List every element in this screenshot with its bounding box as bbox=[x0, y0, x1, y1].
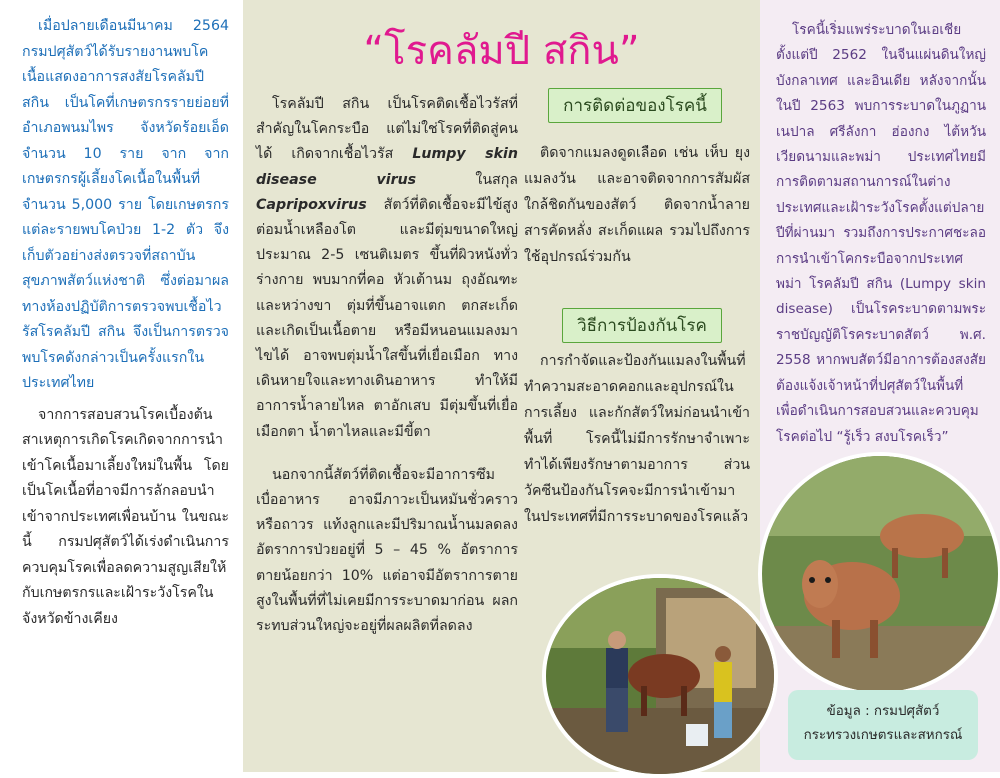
transmission-heading: การติดต่อของโรคนี้ bbox=[548, 88, 722, 123]
genus-name: Capripoxvirus bbox=[256, 196, 367, 213]
left-paragraph-2: จากการสอบสวนโรคเบื้องต้น สาเหตุการเกิดโรคเกิดจากการนำเข้าโคเนื้อมาเลี้ยงใหม่ในพื้น โดยเป็นโคเนื้อที่อาจมีการลักลอบนำเข้าจากประเทศเพื่อนบ้าน ในขณะนี้ กรมปศุสัตว์ได้เร่งดำเนินการควบคุมโรคเพื่อลดความสูญเสียให้กับเกษตรกรและเฝ้าระวังโรคในจังหวัดข้างเคียง bbox=[22, 406, 229, 627]
left-paragraph-1: เมื่อปลายเดือนมีนาคม 2564 กรมปศุสัตว์ได้รับรายงานพบโคเนื้อแสดงอาการสงสัยโรคลัมปี สกิน เป็นโคที่เกษตรกรรายย่อยที่อำเภอพนมไพร จังหวัดร้อยเอ็ด จำนวน 10 ราย จาก จากเกษตรกรผู้เลี้ยงโคเนื้อในพื้นที่จำนวน 5,000 ราย โดยเกษตรกรแต่ละรายพบโคป่วย 1-2 ตัว จึงเก็บตัวอย่างส่งตรวจที่สถาบันสุขภาพสัตว์แห่งชาติ ซึ่งต่อมาผลทางห้องปฏิบัติการตรวจพบเชื้อไวรัสโรคลัมปี สกิน จึงเป็นการตรวจพบโรคดังกล่าวเป็นครั้งแรกในประเทศไทย bbox=[22, 18, 229, 391]
prevention-heading-box bbox=[552, 308, 732, 343]
intro-text-b: ในสกุล bbox=[416, 171, 518, 188]
page-title: “โรคลัมปี สกิน” bbox=[363, 28, 640, 74]
transmission-section bbox=[524, 140, 750, 270]
right-paragraph: โรคนี้เริ่มแพร่ระบาดในเอเชียตั้งแต่ปี 2562 ในจีนแผ่นดินใหญ่ บังกลาเทศ และอินเดีย หลังจากนั้นในปี 2563 พบการระบาดในภูฏาน เนปาล ศรีลังกา ฮ่องกง ไต้หวัน เวียดนามและพม่า ประเทศไทยมีการติดตามสถานการณ์ในต่างประเทศและเฝ้าระวังโรคตั้งแต่ปลายปีที่ผ่านมา รวมถึงการประกาศชะลอการนำเข้าโคกระบือจากประเทศพม่า โรคลัมปี สกิน (Lumpy skin disease) เป็นโรคระบาดตามพระราชบัญญัติโรคระบาดสัตว์ พ.ศ. 2558 หากพบสัตว์มีอาการต้องสงสัย ต้องแจ้งเจ้าหน้าที่ปศุสัตว์ในพื้นที่ เพื่อดำเนินการสอบสวนและควบคุมโรคต่อไป “รู้เร็ว สงบโรคเร็ว” bbox=[776, 22, 986, 445]
farm-photo bbox=[542, 574, 778, 778]
intro-text-c: สัตว์ที่ติดเชื้อจะมีไข้สูง ต่อมน้ำเหลืองโต และมีตุ่มขนาดใหญ่ ประมาณ 2-5 เซนติเมตร ขึ้นที่ผิวหนังทั่วร่างกาย พบมากที่คอ หัวเต้านม ถุงอัณฑะและหว่างขา ตุ่มที่ขึ้นอาจแตก ตกสะเก็ดและเกิดเป็นเนื้อตาย หรือมีหนอนแมลงมาไขได้ อาจพบตุ่มน้ำใสขึ้นที่เยื่อเมือก ทางเดินหายใจและทางเดินอาหาร ทำให้มีอาการน้ำลายไหล ตาอักเสบ มีตุ่มขึ้นที่เยื่อเมือกตา น้ำตาไหลและมีขี้ตา bbox=[256, 196, 518, 440]
symptoms-paragraph: นอกจากนี้สัตว์ที่ติดเชื้อจะมีอาการซึม เบื่ออาหาร อาจมีภาวะเป็นหมันชั่วคราวหรือถาวร แท้งลูกและมีปริมาณน้ำนมลดลง อัตราการป่วยอยู่ที่ 5 – 45 % อัตราการตายน้อยกว่า 10% แต่อาจมีอัตราการตายสูงในพื้นที่ที่ไม่เคยมีการระบาดมาก่อน ผลกระทบส่วนใหญ่จะอยู่ที่ผลผลิตที่ลดลง bbox=[256, 466, 518, 635]
transmission-heading-box bbox=[535, 88, 735, 123]
intro-text-a: โรคลัมปี สกิน เป็นโรคติดเชื้อไวรัสที่สำคัญในโคกระบือ แต่ไม่ใช่โรคที่ติดสู่คน ได้ เกิดจากเชื้อไวรัส bbox=[256, 96, 518, 163]
left-column bbox=[0, 0, 243, 772]
prevention-section bbox=[524, 348, 750, 530]
middle-left-text bbox=[256, 92, 518, 639]
prevention-heading: วิธีการป้องกันโรค bbox=[562, 308, 722, 343]
credit-line-2: กระทรวงเกษตรและสหกรณ์ bbox=[803, 728, 963, 743]
cattle-photo bbox=[758, 452, 1000, 696]
source-credit bbox=[788, 690, 978, 760]
farm-photo-illustration bbox=[546, 578, 774, 774]
prevention-text: การกำจัดและป้องกันแมลงในพื้นที่ ทำความสะอาดคอกและอุปกรณ์ในการเลี้ยง และกักสัตว์ใหม่ก่อนนำเข้าพื้นที่ โรคนี้ไม่มีการรักษาจำเพาะ ทำได้เพียงรักษาตามอาการ ส่วนวัคซีนป้องกันโรคจะมีการนำเข้ามาในประเทศที่มีการระบาดของโรคแล้ว bbox=[524, 353, 750, 525]
cattle-photo-illustration bbox=[762, 456, 998, 692]
virus-name: Lumpy skin disease virus bbox=[256, 146, 518, 188]
transmission-text: ติดจากแมลงดูดเลือด เช่น เห็บ ยุง แมลงวัน และอาจติดจากการสัมผัสใกล้ชิดกันของสัตว์ ติดจากน้ำลาย สารคัดหลั่ง สะเก็ดแผล รวมไปถึงการใช้อุปกรณ์ร่วมกัน bbox=[524, 145, 750, 265]
credit-line-1: ข้อมูล : กรมปศุสัตว์ bbox=[826, 704, 940, 719]
disease-description bbox=[256, 92, 518, 445]
